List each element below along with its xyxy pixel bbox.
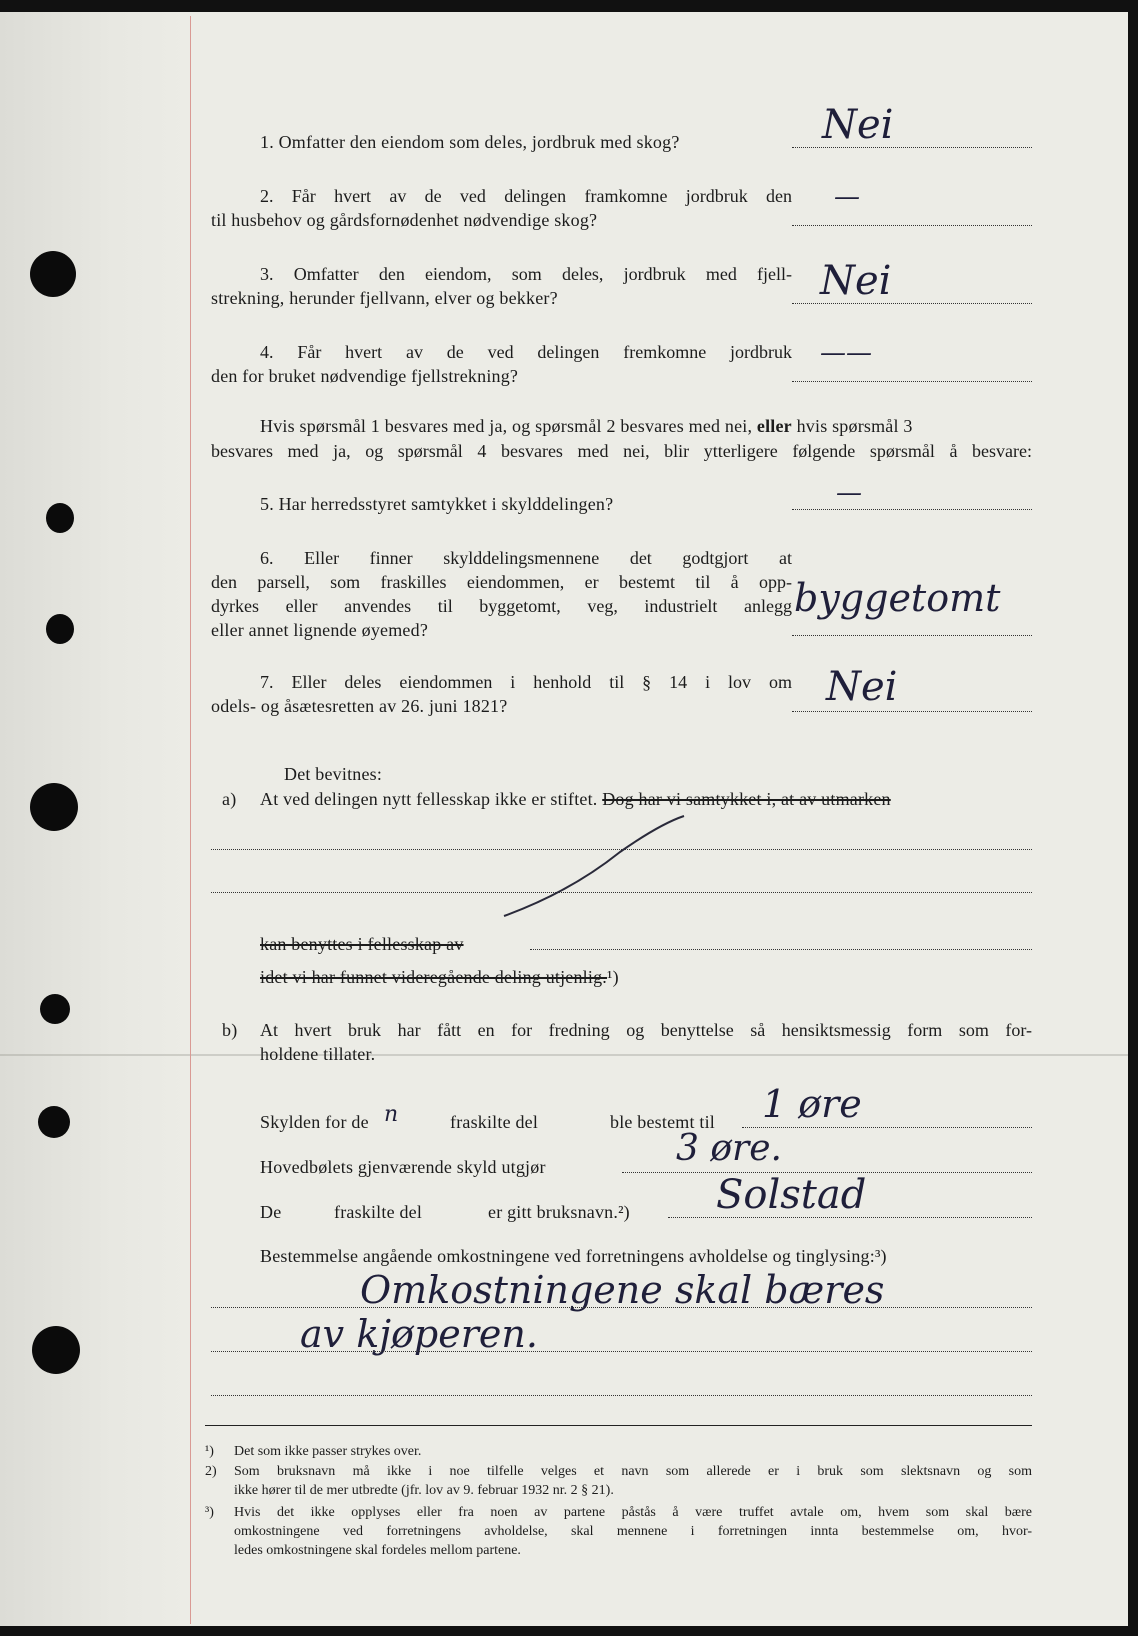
question-7-line-1: 7. Eller deles eiendommen i henhold til § 14 i lov om bbox=[260, 672, 792, 692]
struck-line-4-text: idet vi har funnet videregående deling utjenlig. bbox=[260, 967, 607, 987]
punch-hole bbox=[30, 251, 76, 297]
question-4-line-1: 4. Får hvert av de ved delingen fremkomne jordbruk bbox=[260, 342, 792, 362]
bruksnavn-label-c: er gitt bruksnavn.²) bbox=[488, 1202, 630, 1222]
blank-line bbox=[530, 949, 1032, 950]
attest-b-label: b) bbox=[222, 1020, 238, 1040]
attest-a-text bbox=[260, 787, 891, 811]
footnote-3-line-1: Hvis det ikke opplyses eller fra noen av partene påstås å være truffet avtale om, hvem som skal bære bbox=[234, 1505, 1032, 1520]
intro-line-2: besvares med ja, og spørsmål 4 besvares med nei, blir ytterligere følgende spørsmål å besvare: bbox=[211, 441, 1032, 461]
answer-7: Nei bbox=[826, 664, 898, 710]
question-3-line-2: strekning, herunder fjellvann, elver og bekker? bbox=[211, 288, 558, 308]
punch-hole bbox=[30, 783, 78, 831]
question-7-line-2: odels- og åsætesretten av 26. juni 1821? bbox=[211, 696, 508, 716]
footnote-3-mark: ³) bbox=[205, 1505, 214, 1520]
intro-line-1 bbox=[260, 414, 913, 438]
answer-line-omkostning-3 bbox=[211, 1395, 1032, 1396]
footnote-3-line-3: ledes omkostningene skal fordeles mellom partene. bbox=[234, 1543, 521, 1558]
skyld-label-c: ble bestemt til bbox=[610, 1112, 715, 1132]
answer-line-6 bbox=[792, 635, 1032, 636]
skyld-value: 1 øre bbox=[762, 1082, 862, 1126]
footnote-3-line-2: omkostningene ved forretningens avholdelse, skal mennene i forretningen innta bestemmelse om, hvor- bbox=[234, 1524, 1032, 1539]
answer-2: — bbox=[834, 182, 860, 212]
struck-line-3: kan benyttes i fellesskap av bbox=[260, 934, 464, 954]
answer-line-4 bbox=[792, 381, 1032, 382]
skyld-handwritten-suffix: n bbox=[384, 1102, 399, 1127]
question-3-line-1: 3. Omfatter den eiendom, som deles, jordbruk med fjell- bbox=[260, 264, 792, 284]
hovedbol-label: Hovedbølets gjenværende skyld utgjør bbox=[260, 1157, 546, 1177]
omkostning-line-2: av kjøperen. bbox=[300, 1312, 538, 1356]
answer-line-5 bbox=[792, 509, 1032, 510]
answer-5: — bbox=[836, 478, 862, 508]
footnote-rule bbox=[205, 1425, 1032, 1426]
page-shadow bbox=[0, 12, 190, 1626]
footnote-1-mark: ¹) bbox=[205, 1444, 214, 1459]
question-6-line-4: eller annet lignende øyemed? bbox=[211, 620, 429, 640]
form-page bbox=[0, 12, 1128, 1626]
attest-a-struck: Dog har vi samtykket i, at av utmarken bbox=[602, 789, 891, 809]
footnote-2-mark: 2) bbox=[205, 1464, 217, 1479]
skyld-label-a: Skylden for de bbox=[260, 1112, 369, 1132]
answer-line-omkostning-2 bbox=[211, 1351, 1032, 1352]
attest-b-line-2: holdene tillater. bbox=[260, 1044, 376, 1064]
attest-heading: Det bevitnes: bbox=[284, 764, 383, 784]
bruksnavn-label-a: De bbox=[260, 1202, 282, 1222]
attest-a-label: a) bbox=[222, 789, 237, 809]
footnote-1: Det som ikke passer strykes over. bbox=[234, 1444, 422, 1459]
answer-1: Nei bbox=[822, 102, 894, 148]
question-5: 5. Har herredsstyret samtykket i skylddelingen? bbox=[260, 494, 614, 514]
intro-text-bold: eller bbox=[756, 416, 792, 436]
answer-line-omkostning-1 bbox=[211, 1307, 1032, 1308]
answer-line-7 bbox=[792, 711, 1032, 712]
punch-hole bbox=[40, 994, 70, 1024]
punch-hole bbox=[38, 1106, 70, 1138]
footnote-ref-1: ¹) bbox=[607, 967, 619, 987]
question-4-line-2: den for bruket nødvendige fjellstrekning? bbox=[211, 366, 519, 386]
footnote-2-line-2: ikke hører til de mer utbredte (jfr. lov av 9. februar 1932 nr. 2 § 21). bbox=[234, 1483, 614, 1498]
punch-hole bbox=[46, 503, 74, 533]
bruksnavn-value: Solstad bbox=[716, 1172, 867, 1218]
answer-line-2 bbox=[792, 225, 1032, 226]
attest-b-line-1: At hvert bruk har fått en for fredning og benyttelse så hensiktsmessig form som for- bbox=[260, 1020, 1032, 1040]
question-2-line-1: 2. Får hvert av de ved delingen framkomne jordbruk den bbox=[260, 186, 792, 206]
omkostning-label: Bestemmelse angående omkostningene ved forretningens avholdelse og tinglysing:³) bbox=[260, 1246, 887, 1266]
question-6-line-2: den parsell, som fraskilles eiendommen, er bestemt til å opp- bbox=[211, 572, 792, 592]
punch-hole bbox=[46, 614, 74, 644]
margin-line bbox=[190, 16, 191, 1624]
answer-line-skyld bbox=[742, 1127, 1032, 1128]
answer-3: Nei bbox=[820, 258, 892, 304]
bruksnavn-label-b: fraskilte del bbox=[334, 1202, 423, 1222]
hovedbol-value: 3 øre. bbox=[676, 1128, 782, 1169]
intro-text-a: Hvis spørsmål 1 besvares med ja, og spørsmål 2 besvares med nei, bbox=[260, 416, 753, 436]
question-1: 1. Omfatter den eiendom som deles, jordbruk med skog? bbox=[260, 132, 680, 152]
strike-through-stroke bbox=[500, 812, 690, 922]
answer-4: —— bbox=[820, 338, 872, 368]
struck-line-4 bbox=[260, 965, 619, 989]
page-fold bbox=[0, 1054, 1128, 1056]
footnote-2-line-1: Som bruksnavn må ikke i noe tilfelle velges et navn som allerede er i bruk som slektsnavn og som bbox=[234, 1464, 1032, 1479]
question-6-line-1: 6. Eller finner skylddelingsmennene det godtgjort at bbox=[260, 548, 792, 568]
intro-text-c: hvis spørsmål 3 bbox=[796, 416, 913, 436]
punch-hole bbox=[32, 1326, 80, 1374]
omkostning-line-1: Omkostningene skal bæres bbox=[360, 1268, 885, 1312]
question-2-line-2: til husbehov og gårdsfornødenhet nødvendige skog? bbox=[211, 210, 598, 230]
question-6-line-3: dyrkes eller anvendes til byggetomt, veg, industrielt anlegg bbox=[211, 596, 792, 616]
skyld-label-b: fraskilte del bbox=[450, 1112, 539, 1132]
answer-6: byggetomt bbox=[794, 576, 1001, 620]
attest-a-main: At ved delingen nytt fellesskap ikke er stiftet. bbox=[260, 789, 598, 809]
